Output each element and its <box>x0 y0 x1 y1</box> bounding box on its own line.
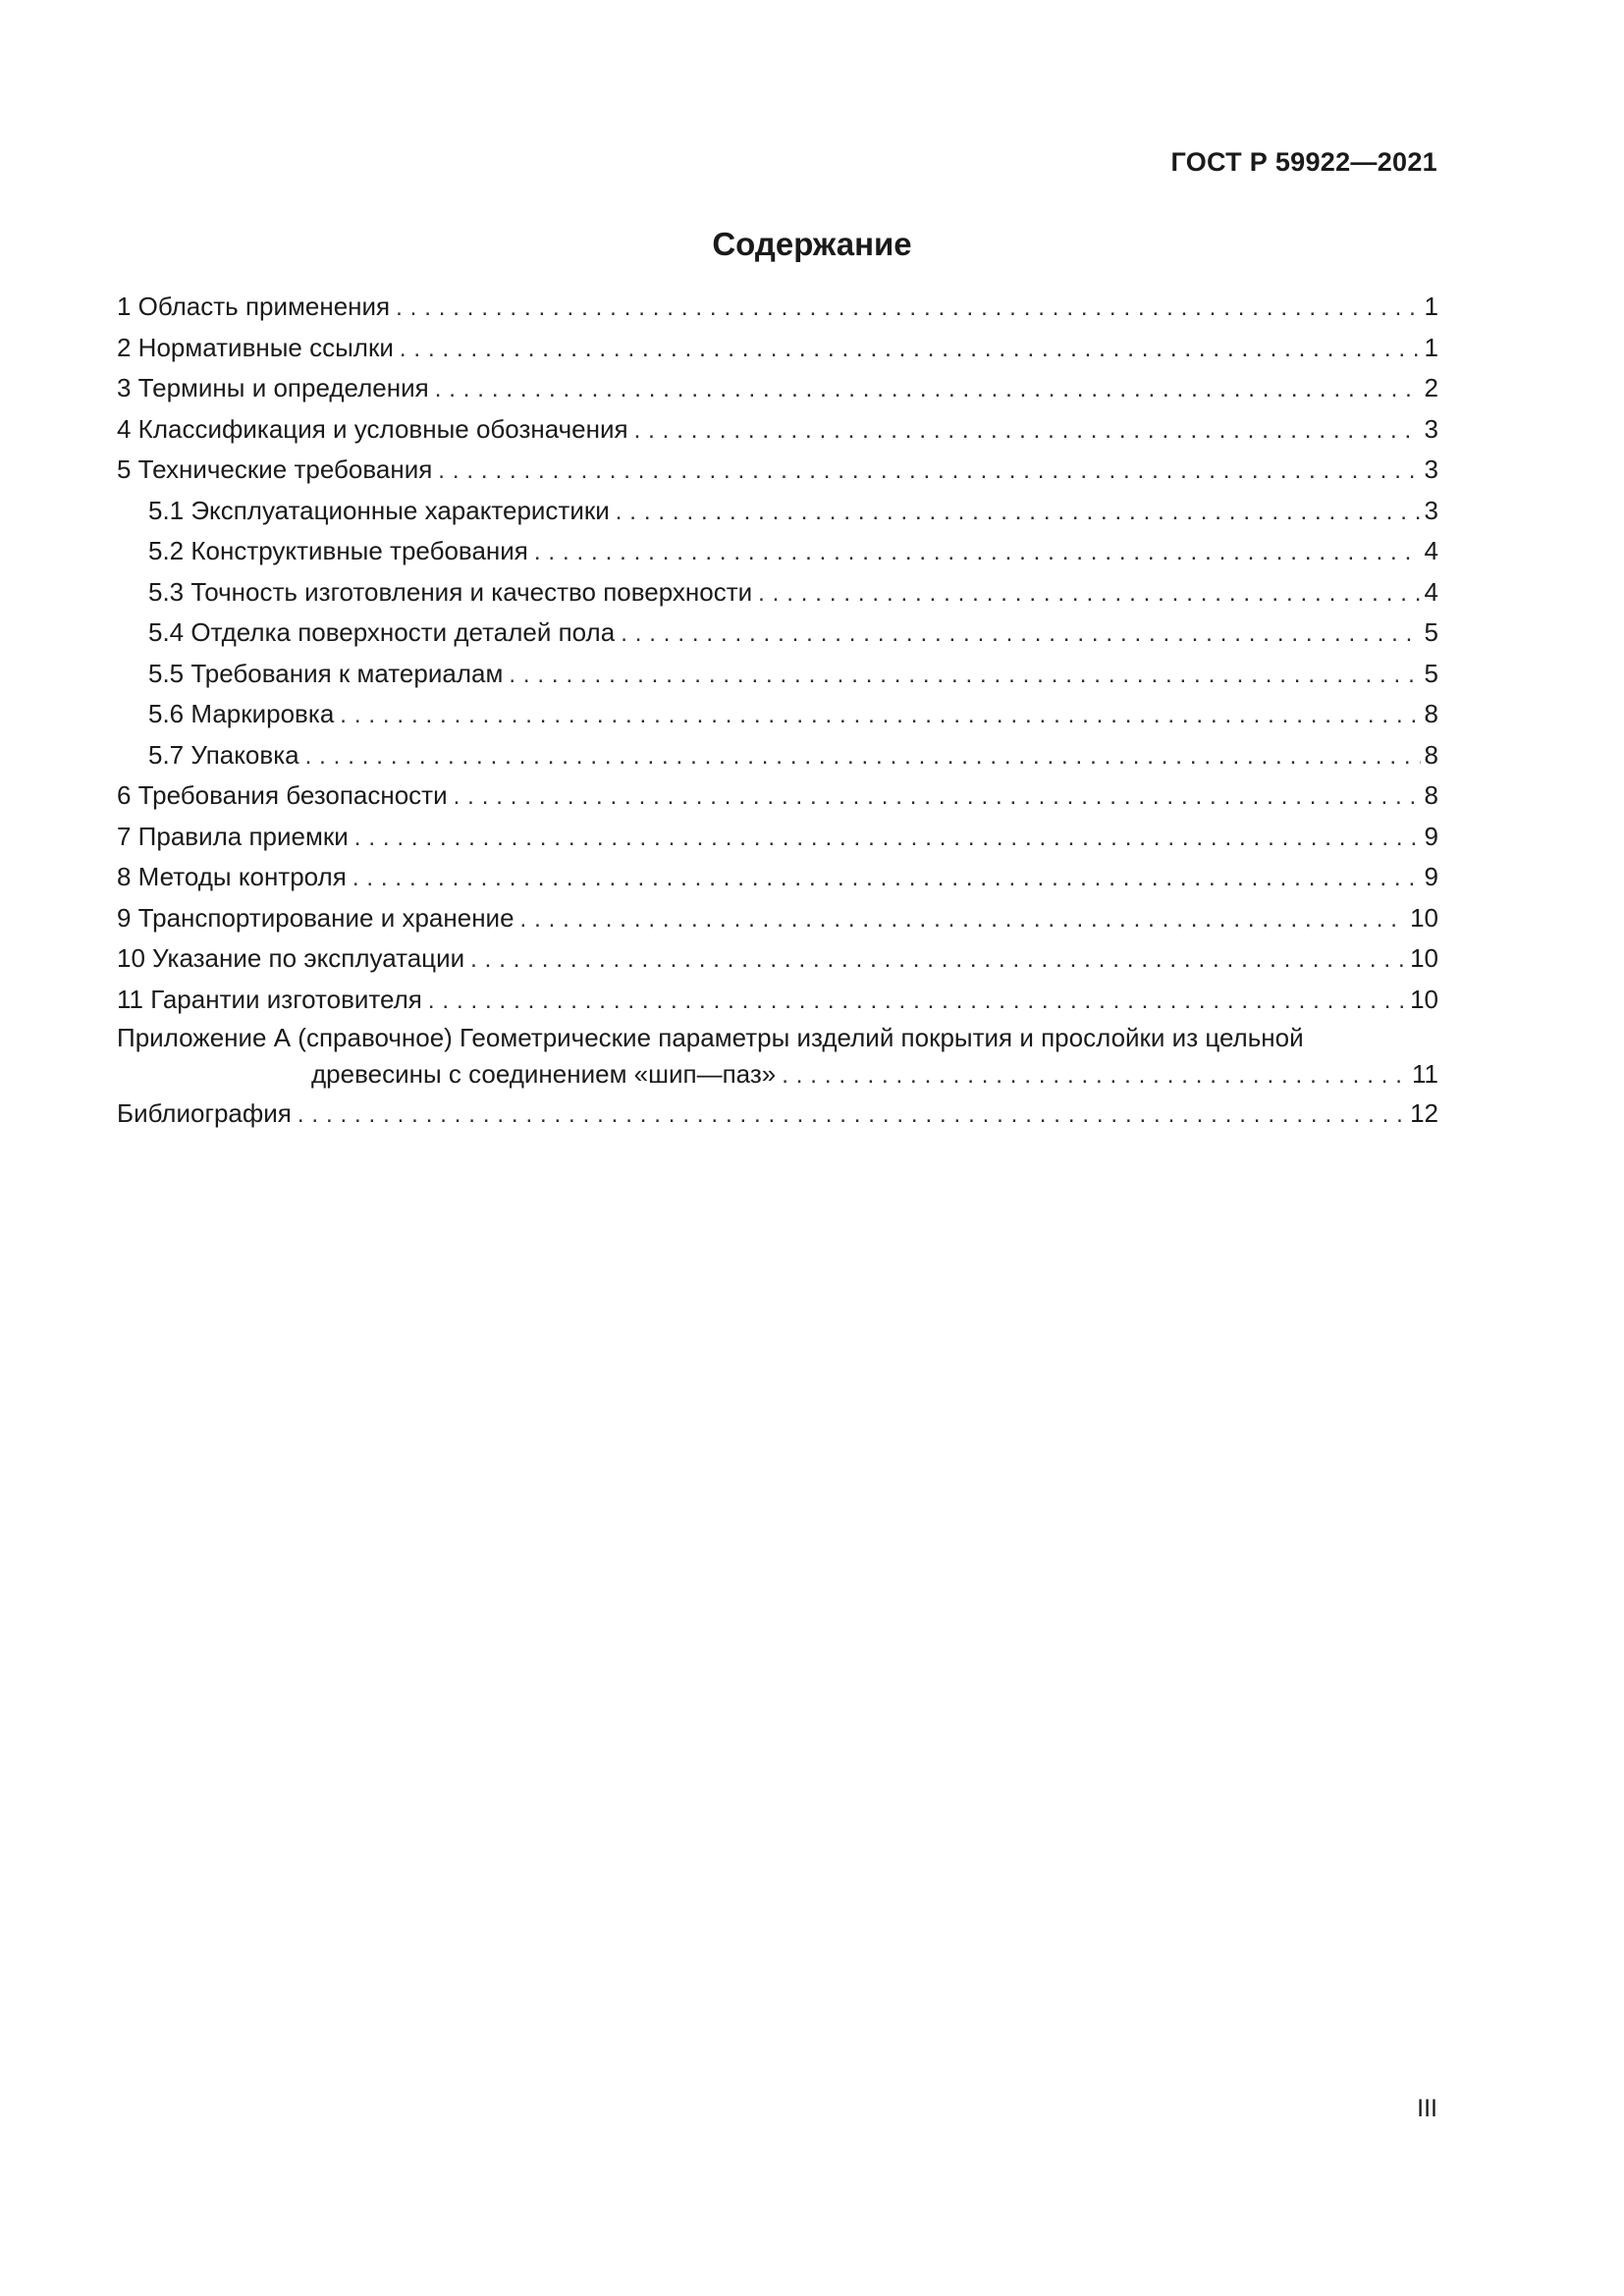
toc-entry-page: 3 <box>1424 495 1438 525</box>
toc-entry-page: 8 <box>1424 739 1438 770</box>
toc-entry-title: 7 Правила приемки <box>117 821 349 851</box>
page-number: III <box>1417 2095 1437 2122</box>
toc-entry[interactable] <box>117 328 1438 369</box>
toc-entry-title-continued: древесины с соединением «шип—паз» <box>311 1059 777 1089</box>
toc-entry-title: Библиография <box>117 1098 292 1128</box>
toc-subentry[interactable] <box>117 613 1438 654</box>
toc-entry-title: 5.2 Конструктивные требования <box>148 536 528 565</box>
toc-entry-title: 8 Методы контроля <box>117 862 347 891</box>
toc-entry-title: 5.5 Требования к материалам <box>148 658 504 688</box>
toc-subentry[interactable] <box>117 735 1438 776</box>
toc-entry-page: 12 <box>1410 1098 1438 1128</box>
document-code: ГОСТ Р 59922—2021 <box>1170 147 1437 177</box>
toc-entry-page: 5 <box>1424 617 1438 647</box>
toc-entry-title: 1 Область применения <box>117 292 391 321</box>
toc-entry-title: 4 Классификация и условные обозначения <box>117 413 628 444</box>
dot-leader <box>634 410 1421 452</box>
toc-entry-page: 3 <box>1424 454 1438 484</box>
dot-leader <box>435 369 1421 410</box>
toc-entry[interactable] <box>117 450 1438 491</box>
toc-entry-page: 5 <box>1424 658 1438 688</box>
toc-entry-title: 6 Требования безопасности <box>117 780 448 810</box>
dot-leader <box>305 736 1421 777</box>
toc-entry[interactable] <box>117 775 1438 817</box>
dot-leader <box>400 329 1421 370</box>
toc-entry[interactable] <box>117 857 1438 898</box>
toc-entry-title: 5 Технические требования <box>117 454 433 484</box>
dot-leader <box>438 451 1420 492</box>
dot-leader <box>758 573 1420 614</box>
toc-entry[interactable] <box>117 1094 1438 1135</box>
toc-entry[interactable] <box>117 898 1438 939</box>
toc-entry[interactable] <box>117 938 1438 980</box>
dot-leader <box>396 288 1420 329</box>
toc-entry-page: 1 <box>1424 332 1438 362</box>
toc-entry[interactable] <box>117 409 1438 451</box>
toc-entry-page: 9 <box>1424 821 1438 851</box>
toc-entry-page: 11 <box>1412 1059 1438 1089</box>
toc-entry-title: 5.6 Маркировка <box>148 699 335 728</box>
toc-entry-page: 8 <box>1424 780 1438 810</box>
toc-subentry[interactable] <box>117 654 1438 695</box>
dot-leader <box>454 776 1421 818</box>
toc-subentry[interactable] <box>117 491 1438 532</box>
toc-entry[interactable] <box>117 368 1438 409</box>
toc-entry-page: 9 <box>1424 862 1438 891</box>
toc-entry-title: 11 Гарантии изготовителя <box>117 984 422 1014</box>
toc-entry-title: Приложение А (справочное) Геометрические параметры изделий покрытия и прослойки из цельной <box>117 1023 1304 1052</box>
toc-subentry[interactable] <box>117 694 1438 735</box>
toc-entry[interactable] <box>117 980 1438 1021</box>
dot-leader <box>340 695 1420 736</box>
dot-leader <box>520 899 1407 940</box>
toc-entry-title: 5.4 Отделка поверхности деталей пола <box>148 617 616 647</box>
dot-leader <box>470 939 1406 981</box>
toc-entry-continuation <box>117 1056 1438 1094</box>
toc-entry-page: 10 <box>1410 943 1438 973</box>
toc-entry-title: 2 Нормативные ссылки <box>117 332 394 362</box>
toc-entry-title: 3 Термины и определения <box>117 373 429 402</box>
dot-leader <box>352 858 1421 899</box>
toc-entry-title: 5.1 Эксплуатационные характеристики <box>148 495 610 525</box>
toc-entry-page: 2 <box>1424 373 1438 402</box>
toc-entry-page: 4 <box>1424 576 1438 607</box>
dot-leader <box>782 1057 1408 1094</box>
toc-entry-appendix[interactable] <box>117 1020 1438 1094</box>
dot-leader <box>354 818 1421 859</box>
toc-entry-page: 3 <box>1424 413 1438 444</box>
dot-leader <box>428 981 1406 1022</box>
toc-entry[interactable] <box>117 817 1438 858</box>
dot-leader <box>616 492 1421 533</box>
table-of-contents <box>117 287 1438 1135</box>
toc-entry-title: 9 Транспортирование и хранение <box>117 902 514 933</box>
toc-entry[interactable] <box>117 287 1438 328</box>
toc-entry-page: 8 <box>1424 699 1438 728</box>
toc-entry-page: 4 <box>1424 536 1438 565</box>
dot-leader <box>298 1095 1406 1136</box>
toc-subentry[interactable] <box>117 531 1438 572</box>
toc-heading: Содержание <box>712 226 912 262</box>
toc-subentry[interactable] <box>117 572 1438 614</box>
toc-entry-page: 10 <box>1410 902 1438 933</box>
toc-entry-title: 10 Указание по эксплуатации <box>117 943 465 973</box>
dot-leader <box>509 655 1420 696</box>
dot-leader <box>621 614 1420 655</box>
toc-entry-page: 10 <box>1410 984 1438 1014</box>
toc-entry-page: 1 <box>1424 292 1438 321</box>
toc-entry-title: 5.3 Точность изготовления и качество поверхности <box>148 576 753 607</box>
toc-entry-title: 5.7 Упаковка <box>148 739 299 770</box>
dot-leader <box>534 532 1421 573</box>
